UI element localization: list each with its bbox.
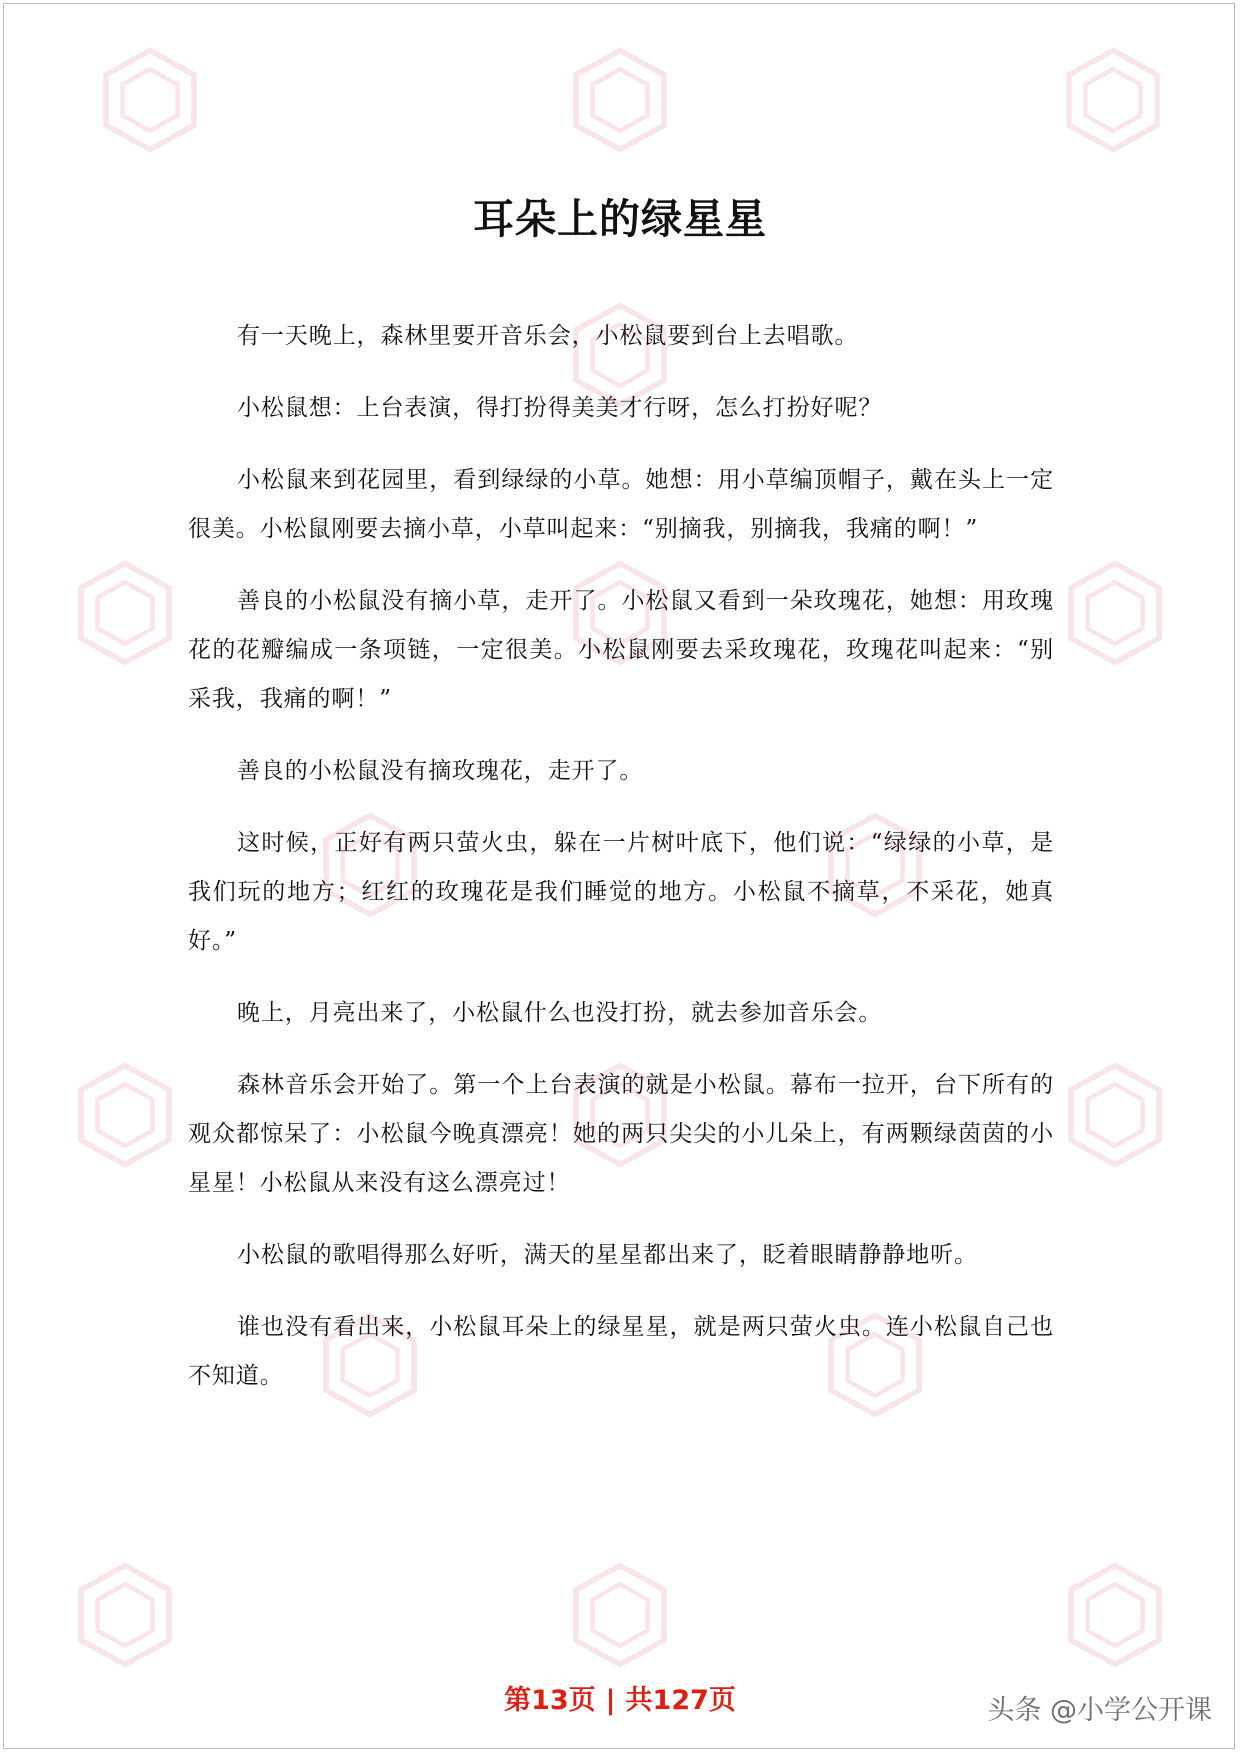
story-paragraph: 善良的小松鼠没有摘玫瑰花，走开了。	[237, 758, 644, 784]
story-paragraph: 小松鼠的歌唱得那么好听，满天的星星都出来了，眨着眼睛静静地听。	[237, 1242, 978, 1268]
story-paragraph: 有一天晚上，森林里要开音乐会，小松鼠要到台上去唱歌。	[237, 323, 859, 349]
page-separator: |	[605, 1685, 616, 1716]
story-paragraph: 谁也没有看出来，小松鼠耳朵上的绿星星，就是两只萤火虫。连小松鼠自己也不知道。	[188, 1314, 1054, 1389]
story-paragraph: 小松鼠想：上台表演，得打扮得美美才行呀，怎么打扮好呢？	[237, 395, 883, 421]
document-title: 耳朵上的绿星星	[473, 195, 767, 243]
story-paragraph: 善良的小松鼠没有摘小草，走开了。小松鼠又看到一朵玫瑰花，她想：用玫瑰花的花瓣编成一条项链，一定很美。小松鼠刚要去采玫瑰花，玫瑰花叫起来：“别采我，我痛的啊！”	[188, 588, 1054, 712]
story-paragraph: 森林音乐会开始了。第一个上台表演的就是小松鼠。幕布一拉开，台下所有的观众都惊呆了：小松鼠今晚真漂亮！她的两只尖尖的小儿朵上，有两颗绿茵茵的小星星！小松鼠从来没有这么漂亮过！	[188, 1072, 1054, 1196]
story-paragraph: 小松鼠来到花园里，看到绿绿的小草。她想：用小草编顶帽子，戴在头上一定很美。小松鼠刚要去摘小草，小草叫起来：“别摘我，别摘我，我痛的啊！”	[188, 467, 1054, 542]
story-body	[188, 312, 1054, 1424]
total-pages-label: 共127页	[625, 1685, 736, 1716]
source-credit: 头条 @小学公开课	[987, 1695, 1212, 1726]
story-paragraph: 晚上，月亮出来了，小松鼠什么也没打扮，就去参加音乐会。	[237, 1000, 883, 1026]
story-paragraph: 这时候，正好有两只萤火虫，躲在一片树叶底下，他们说：“绿绿的小草，是我们玩的地方；红红的玫瑰花是我们睡觉的地方。小松鼠不摘草，不采花，她真好。”	[188, 830, 1054, 954]
current-page-label: 第13页	[504, 1685, 596, 1716]
